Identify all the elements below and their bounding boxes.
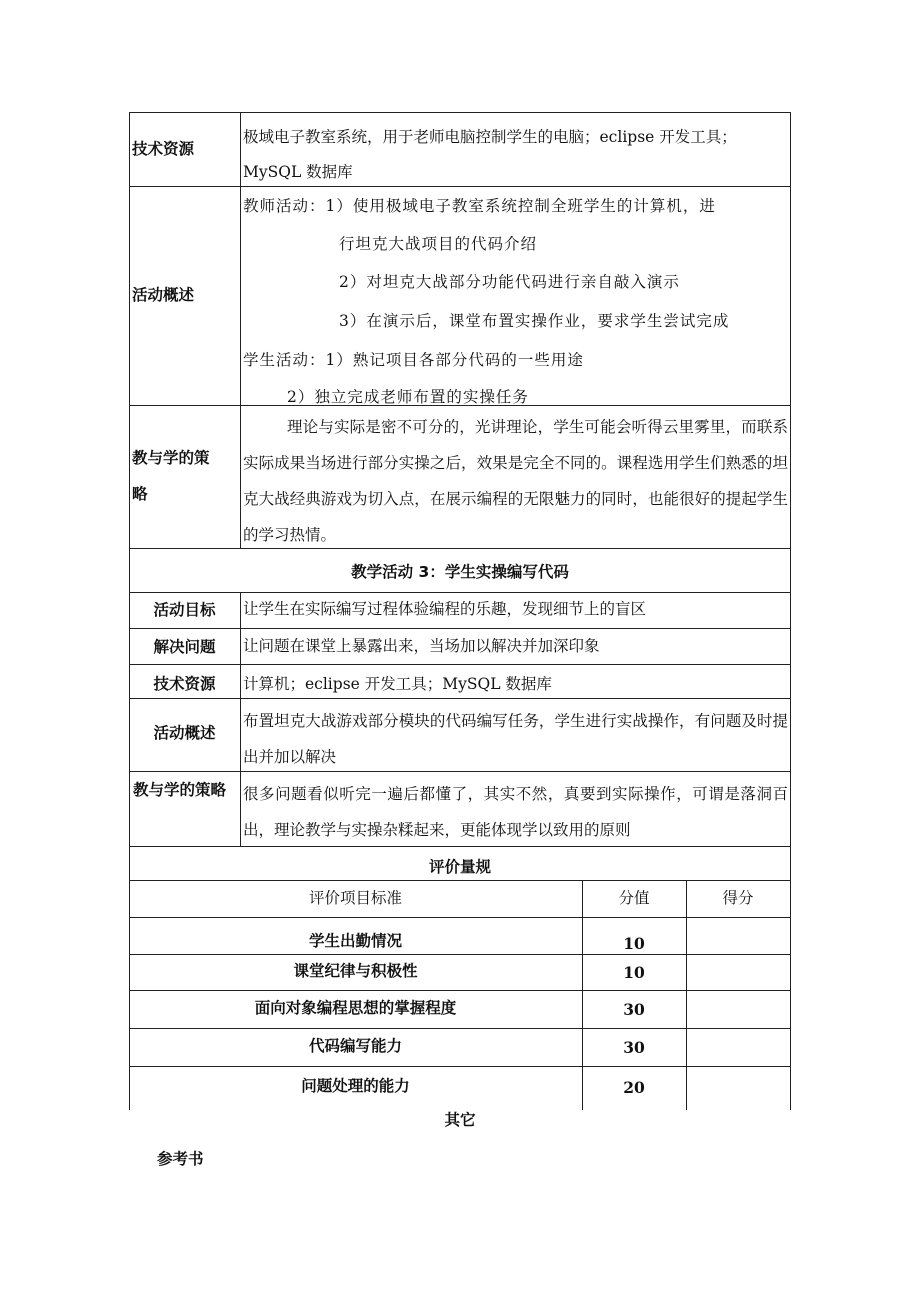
activity3-strategy-label: 教与学的策略 [133,781,227,799]
row-divider [129,1066,791,1067]
activity3-goal-label: 活动目标 [153,601,216,619]
tech-resource-line-1: 极域电子教室系统，用于老师电脑控制学生的电脑；eclipse 开发工具； [243,128,737,146]
activity3-strategy-text: 很多问题看似听完一遍后都懂了，其实不然，真要到实际操作，可谓是落洞百出，理论教学与实操杂糅起来，更能体现学以致用的原则 [243,785,788,839]
tech-resource-label: 技术资源 [132,140,195,158]
label-column-divider-lower [240,592,241,846]
activity3-tech-label: 技术资源 [153,675,216,693]
row-divider [129,880,791,881]
table-right-border [790,112,791,1110]
evaluation-header-score: 分值 [618,889,650,907]
strategy-label-line-1: 教与学的策 [132,449,210,467]
evaluation-header-item: 评价项目标准 [308,889,402,907]
overview-line: 2）对坦克大战部分功能代码进行亲自敲入演示 [339,273,680,291]
overview-line: 2）独立完成老师布置的实操任务 [287,388,529,405]
activity3-overview-text: 布置坦克大战游戏部分模块的代码编写任务，学生进行实战操作，有问题及时提出并加以解决 [243,712,788,766]
reference-books-heading: 参考书 [157,1150,204,1168]
evaluation-row-score: 20 [623,1078,645,1097]
got-column-divider [686,880,687,1110]
activity3-overview-label: 活动概述 [153,724,216,742]
activity-overview-label: 活动概述 [132,286,195,304]
activity3-problem-text: 让问题在课堂上暴露出来，当场加以解决并加深印象 [243,637,600,655]
overview-line: 3）在演示后，课堂布置实操作业，要求学生尝试完成 [339,312,730,330]
overview-line: 教师活动：1）使用极域电子教室系统控制全班学生的计算机，进 [243,197,716,215]
evaluation-row-item: 代码编写能力 [308,1037,402,1055]
activity3-tech-text: 计算机；eclipse 开发工具；MySQL 数据库 [243,675,552,693]
row-divider [129,917,791,918]
other-heading: 其它 [444,1111,476,1129]
row-divider [129,990,791,991]
evaluation-row-score: 10 [623,934,645,953]
evaluation-row-score: 10 [623,963,645,982]
activity-overview-content [241,187,789,405]
activity3-goal-text: 让学生在实际编写过程体验编程的乐趣，发现细节上的盲区 [243,600,647,618]
row-divider [129,592,791,593]
row-divider [129,698,791,699]
evaluation-row-item: 面向对象编程思想的掌握程度 [254,999,457,1017]
row-divider [129,1028,791,1029]
row-divider [129,954,791,955]
overview-line: 学生活动：1）熟记项目各部分代码的一些用途 [243,351,584,369]
tech-resource-line-2: MySQL 数据库 [243,163,353,181]
activity3-problem-label: 解决问题 [153,638,216,656]
strategy-paragraph: 理论与实际是密不可分的，光讲理论，学生可能会听得云里雾里，而联系实际成果当场进行部分实操之后，效果是完全不同的。课程选用学生们熟悉的坦克大战经典游戏为切入点，在展示编程的无限魅力的同时，也能很好的提起学生的学习热情。 [243,418,788,544]
evaluation-row-item: 课堂纪律与积极性 [293,962,418,980]
table-top-border [129,112,791,113]
row-divider [129,405,791,406]
evaluation-title: 评价量规 [428,858,491,876]
strategy-label-line-2: 略 [132,485,148,503]
row-divider [129,628,791,629]
evaluation-row-item: 问题处理的能力 [301,1077,410,1095]
evaluation-row-item: 学生出勤情况 [308,932,402,950]
activity3-title: 教学活动 3：学生实操编写代码 [351,563,569,581]
row-divider [129,664,791,665]
overview-line: 行坦克大战项目的代码介绍 [339,235,538,253]
score-column-divider [582,880,583,1110]
evaluation-header-got: 得分 [722,889,754,907]
evaluation-row-score: 30 [623,1000,645,1019]
evaluation-row-score: 30 [623,1038,645,1057]
